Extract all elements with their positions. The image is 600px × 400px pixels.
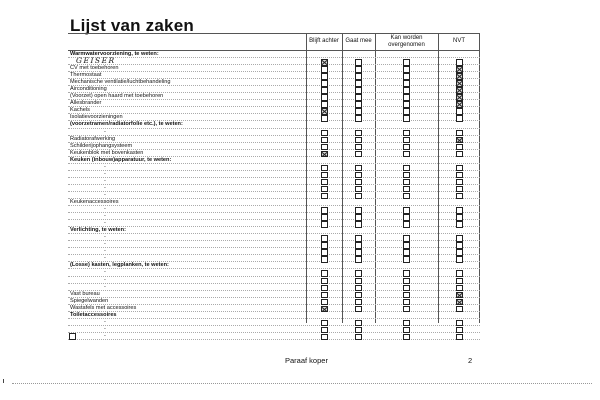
table-row: [68, 213, 480, 220]
table-row: [68, 143, 480, 150]
item-label: CV met toebehoren: [70, 65, 119, 72]
item-label: Keukenaccessoires: [70, 198, 119, 205]
table-row: [68, 65, 480, 72]
table-row: [68, 241, 480, 248]
table-row: [68, 93, 480, 100]
table-row: [68, 206, 480, 213]
table-row: [68, 164, 480, 171]
section-heading: Warmwatervoorziening, te weten:: [70, 51, 159, 57]
item-label: Kachels: [70, 107, 90, 114]
item-label: Keukenblok met bovenkasten: [70, 149, 144, 156]
item-label: -: [104, 255, 106, 262]
table-row: [68, 114, 480, 121]
item-label: Wastafels met accessoires: [70, 304, 137, 311]
item-label: Allesbrander: [70, 100, 102, 107]
item-label: -: [104, 234, 106, 241]
section-heading: Keuken (inbouw)apparatuur, te weten:: [70, 156, 172, 163]
item-label: -: [104, 170, 106, 177]
table-row: [68, 185, 480, 192]
table-header: [68, 33, 480, 50]
item-label: -: [104, 163, 106, 170]
item-label: -: [104, 283, 106, 290]
item-label: -: [104, 177, 106, 184]
table-row: [68, 72, 480, 79]
item-label: -: [104, 276, 106, 283]
scan-edge-line: [12, 383, 592, 384]
table-row: [68, 255, 480, 262]
table-row: [68, 129, 480, 136]
item-label: Schilderijophangsysteem: [70, 142, 133, 149]
column-header-kan-worden-overgenomen: Kan worden overgenomen: [388, 35, 425, 48]
item-label: Vast bureau: [70, 290, 100, 297]
table-row: [68, 305, 480, 312]
column-header-nvt: NVT: [453, 38, 465, 45]
table-row: [68, 234, 480, 241]
section-heading-row: [68, 157, 480, 164]
table-row: [68, 333, 480, 340]
column-header-blijft-achter: Blijft achter: [309, 38, 339, 45]
table-row: [68, 269, 480, 276]
checkbox-gaat-mee[interactable]: [355, 334, 362, 341]
table-row: [68, 220, 480, 227]
item-label: -: [104, 318, 106, 325]
scan-mark: [3, 379, 4, 383]
table-row: [68, 86, 480, 93]
section-heading-row: [68, 227, 480, 234]
item-label: -: [104, 248, 106, 255]
item-label: Spiegelwanden: [70, 297, 109, 304]
table-row: [68, 58, 480, 65]
item-label: (Voorzet) open haard met toebehoren: [70, 93, 164, 100]
table-row: [68, 150, 480, 157]
table-row: [68, 171, 480, 178]
table-row: [68, 326, 480, 333]
item-label: -: [104, 325, 106, 332]
footer-checkbox[interactable]: [69, 333, 76, 340]
item-label: Isolatievoorzieningen: [70, 114, 123, 121]
table-row: [68, 100, 480, 107]
initials-label: Paraaf koper: [285, 356, 328, 365]
checklist-rows: [68, 51, 480, 340]
item-label: Mechanische ventilatie/luchtbehandeling: [70, 79, 171, 86]
item-label: -: [104, 241, 106, 248]
section-heading-row: [68, 312, 480, 319]
checklist-table: [68, 33, 480, 339]
item-label: -: [104, 128, 106, 135]
table-row: [68, 199, 480, 206]
section-heading-row: [68, 262, 480, 269]
section-heading: (voorzetramen/radiatorfolie etc.), te weten:: [70, 121, 183, 128]
section-heading-row: [68, 51, 480, 58]
item-label: Airconditioning: [70, 86, 107, 93]
item-label: Radiatorafwerking: [70, 135, 116, 142]
section-heading: Toiletaccessoires: [70, 311, 117, 318]
table-row: [68, 248, 480, 255]
item-label: -: [104, 206, 106, 213]
page-number: 2: [468, 356, 473, 365]
checkbox-blijft-achter[interactable]: [321, 334, 328, 341]
table-row: [68, 136, 480, 143]
item-label: -: [104, 184, 106, 191]
page-title: Lijst van zaken: [70, 16, 194, 35]
item-label: -: [104, 191, 106, 198]
item-label: -: [104, 332, 106, 339]
table-row: [68, 291, 480, 298]
item-label: -: [104, 213, 106, 220]
table-row: [68, 178, 480, 185]
table-row: [68, 79, 480, 86]
table-row: [68, 284, 480, 291]
table-row: [68, 319, 480, 326]
table-row: [68, 298, 480, 305]
section-heading-row: [68, 121, 480, 128]
checkbox-nvt[interactable]: [456, 334, 463, 341]
column-header-gaat-mee: Gaat mee: [345, 38, 372, 45]
item-label: -: [104, 269, 106, 276]
section-heading: (Losse) kasten, legplanken, te weten:: [70, 262, 169, 269]
section-heading: Verlichting, te weten:: [70, 227, 126, 234]
item-label: GEISER: [76, 56, 116, 66]
item-label: -: [104, 220, 106, 227]
item-label: Thermostaat: [70, 72, 102, 79]
table-row: [68, 192, 480, 199]
checkbox-kan-worden-overgenomen[interactable]: [403, 334, 410, 341]
table-row: [68, 107, 480, 114]
table-row: [68, 277, 480, 284]
